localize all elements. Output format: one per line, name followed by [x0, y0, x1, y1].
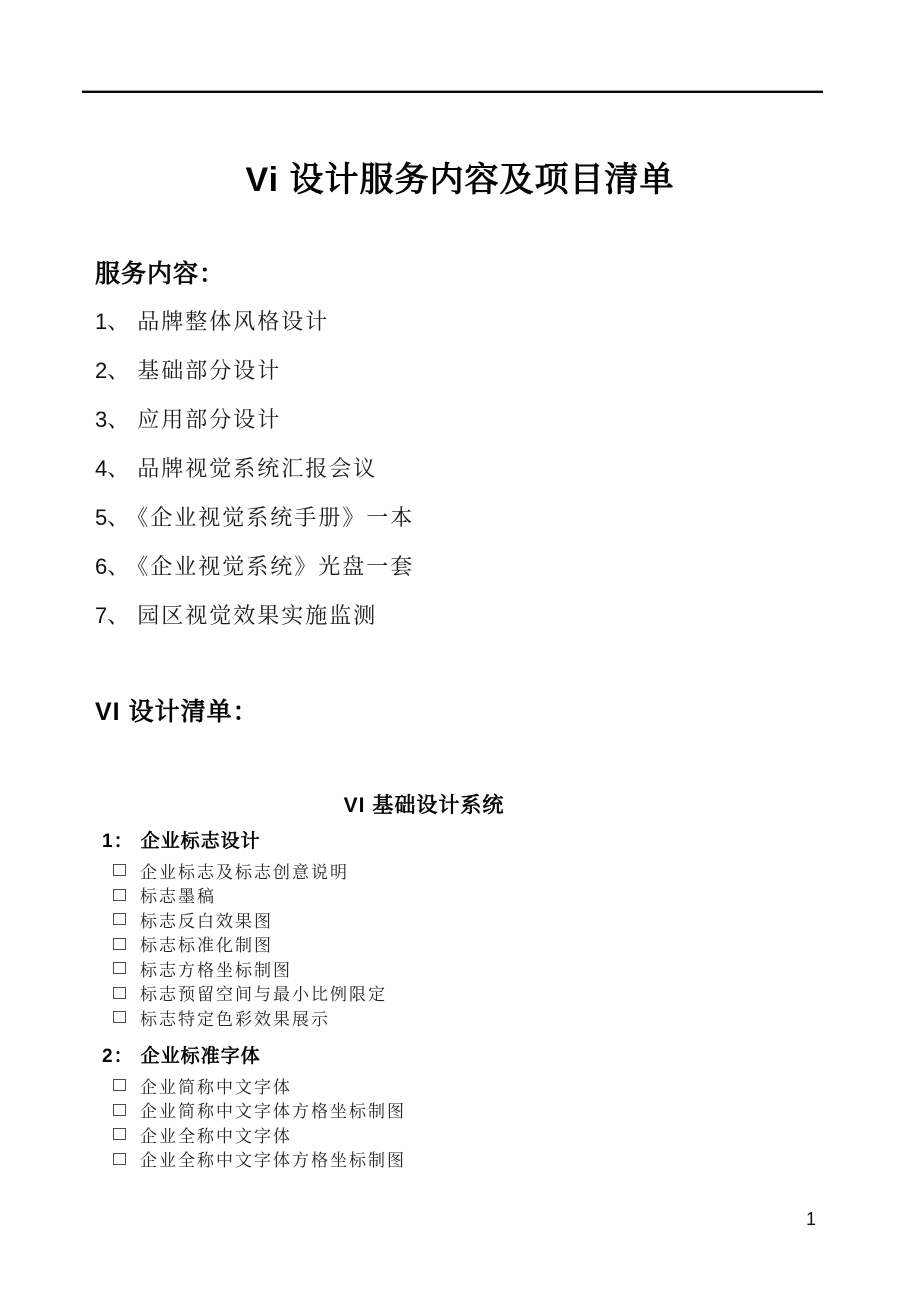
group-heading: [102, 1046, 406, 1068]
checklist-item: [102, 1098, 406, 1123]
service-item-text: 品牌整体风格设计: [137, 309, 330, 334]
checklist-item: [102, 1005, 387, 1030]
service-item: [95, 505, 414, 554]
service-item: [95, 358, 414, 407]
group-heading: [102, 831, 387, 853]
header-rule: [82, 90, 823, 93]
checkbox-icon[interactable]: [113, 987, 126, 999]
document-title: Vi 设计服务内容及项目清单: [245, 161, 675, 199]
service-item-text: 《企业视觉系统》光盘一套: [137, 554, 415, 579]
service-item: [95, 554, 414, 603]
group-title: 企业标志设计: [140, 831, 261, 852]
checklist-item-label: 标志特定色彩效果展示: [140, 1009, 330, 1029]
checklist-item-label: 标志反白效果图: [140, 911, 273, 931]
checkbox-icon[interactable]: [113, 962, 126, 974]
checkbox-icon[interactable]: [113, 1128, 126, 1140]
service-item-number: 1、: [95, 309, 130, 334]
checklist-rows: [102, 858, 387, 1030]
service-item: [95, 456, 414, 505]
checklist-item-label: 标志标准化制图: [140, 936, 273, 956]
service-item-number: 6、: [95, 554, 130, 579]
service-item-text: 《企业视觉系统手册》一本: [137, 505, 415, 530]
service-item-number: 3、: [95, 407, 130, 432]
checklist-group-logo-design: [102, 831, 387, 1030]
checklist-item: [102, 907, 387, 932]
page-number: 1: [806, 1209, 817, 1229]
checklist-item: [102, 981, 387, 1006]
service-item-text: 园区视觉效果实施监测: [137, 603, 378, 628]
service-item: [95, 309, 414, 358]
design-list-heading: VI 设计清单：: [95, 698, 259, 726]
service-item-text: 品牌视觉系统汇报会议: [137, 456, 378, 481]
service-item-number: 2、: [95, 358, 130, 383]
service-item: [95, 407, 414, 456]
checklist-item: [102, 1147, 406, 1172]
checkbox-icon[interactable]: [113, 1104, 126, 1116]
service-item-number: 7、: [95, 603, 130, 628]
checkbox-icon[interactable]: [113, 913, 126, 925]
section-title: VI 基础设计系统: [343, 794, 505, 817]
service-item-text: 应用部分设计: [137, 407, 282, 432]
checklist-rows: [102, 1073, 406, 1171]
checklist-item-label: 标志预留空间与最小比例限定: [140, 985, 387, 1005]
checklist-item-label: 企业简称中文字体: [140, 1077, 292, 1097]
checklist-item: [102, 858, 387, 883]
services-heading: 服务内容：: [95, 260, 226, 288]
checklist-item-label: 企业全称中文字体: [140, 1126, 292, 1146]
checkbox-icon[interactable]: [113, 938, 126, 950]
checklist-item: [102, 956, 387, 981]
checklist-item: [102, 932, 387, 957]
group-title: 企业标准字体: [140, 1046, 261, 1067]
checklist-item: [102, 1122, 406, 1147]
checklist-item: [102, 1073, 406, 1098]
checklist-item-label: 标志墨稿: [140, 887, 216, 907]
checklist-group-standard-font: [102, 1046, 406, 1171]
checkbox-icon[interactable]: [113, 1011, 126, 1023]
group-number: 1：: [102, 831, 134, 852]
services-list: [95, 309, 414, 652]
checklist-item: [102, 883, 387, 908]
checkbox-icon[interactable]: [113, 864, 126, 876]
checklist-item-label: 企业简称中文字体方格坐标制图: [140, 1102, 406, 1122]
group-number: 2：: [102, 1046, 134, 1067]
checklist-item-label: 企业标志及标志创意说明: [140, 862, 349, 882]
checkbox-icon[interactable]: [113, 1079, 126, 1091]
service-item: [95, 603, 414, 652]
service-item-number: 5、: [95, 505, 130, 530]
checkbox-icon[interactable]: [113, 1153, 126, 1165]
service-item-text: 基础部分设计: [137, 358, 282, 383]
checkbox-icon[interactable]: [113, 889, 126, 901]
checklist-item-label: 企业全称中文字体方格坐标制图: [140, 1151, 406, 1171]
checklist-item-label: 标志方格坐标制图: [140, 960, 292, 980]
service-item-number: 4、: [95, 456, 130, 481]
